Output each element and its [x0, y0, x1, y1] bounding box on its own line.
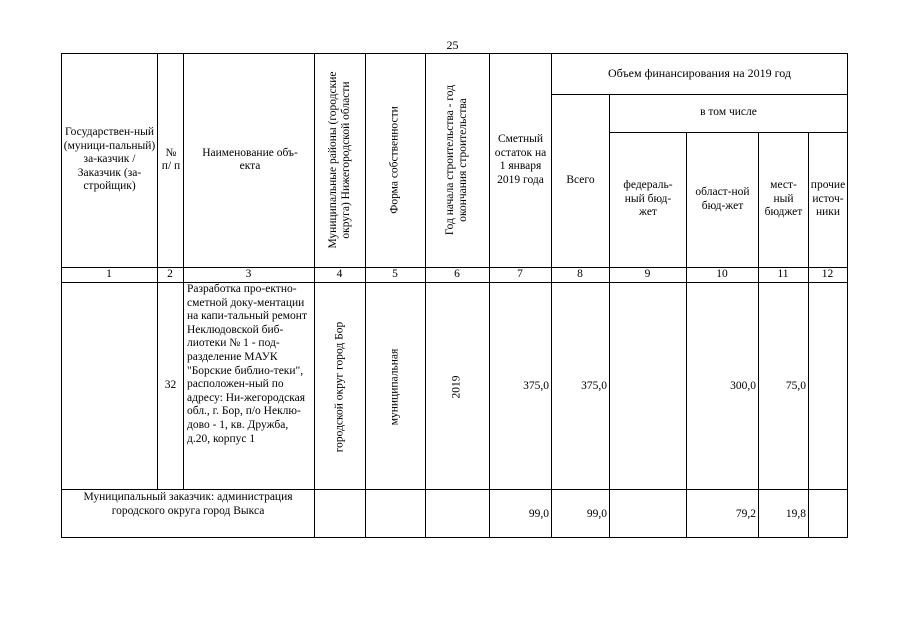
header-other: прочие источ-ники [810, 179, 846, 219]
column-number-3: 3 [245, 268, 252, 280]
summary-total: 99,0 [586, 508, 607, 520]
header-district: Муниципальные районы (городские округа) Нижегородской области [327, 71, 352, 249]
summary-local: 19,8 [785, 508, 806, 520]
column-number-1: 1 [106, 268, 112, 280]
header-local: мест-ный бюджет [764, 179, 803, 219]
header-funding-title: Объем финансирования на 2019 год [607, 65, 792, 80]
header-including: в том числе [700, 106, 757, 119]
summary-customer: Муниципальный заказчик: администрация городского округа город Выкса [83, 491, 293, 517]
column-number-6: 6 [454, 268, 460, 280]
table-border-bottom [61, 537, 848, 538]
row-local: 75,0 [785, 380, 806, 392]
summary-estimate-balance: 99,0 [528, 508, 549, 520]
column-number-11: 11 [777, 268, 789, 280]
header-regional: област-ной бюд-жет [695, 186, 750, 212]
column-number-7: 7 [517, 268, 523, 280]
column-number-5: 5 [392, 268, 398, 280]
row-district: городской округ город Бор [333, 321, 346, 453]
row-bottom-line [61, 489, 848, 490]
header-ownership: Форма собственности [388, 106, 401, 214]
header-federal: федераль-ный бюд-жет [623, 179, 673, 219]
column-number-9: 9 [644, 268, 651, 280]
column-number-2: 2 [167, 268, 173, 280]
page-number: 25 [446, 38, 459, 52]
col-divider-3 [314, 53, 315, 538]
row-object-name: Разработка про-ектно-сметной доку-ментации на капи-тальный ремонт Неклюдовской биб-лиотеки № 1 - под-разделение МАУК "Борские библио-теки", расположен-ный по адресу: Ни-жегородская обл., г. Бор, п/о Неклю-дово - 1, кв. Дружба, д.20, корпус 1 [187, 283, 307, 445]
financing-table [61, 53, 848, 538]
column-number-8: 8 [577, 268, 583, 280]
table-border-right [847, 53, 848, 538]
header-estimate-balance: Сметный остаток на 1 января 2019 года [494, 133, 547, 186]
row-ownership: муниципальная [388, 348, 401, 426]
column-number-12: 12 [821, 268, 834, 280]
row-total: 375,0 [581, 380, 607, 392]
row-number: 32 [164, 379, 177, 392]
header-total: Всего [566, 173, 595, 186]
header-customer: Государствен-ный (муници-пальный) за-казчик / Заказчик (за-стройщик) [63, 126, 156, 193]
header-years: Год начала строительства - год окончания строительства [444, 84, 469, 236]
col-divider-5 [425, 53, 426, 538]
header-number: № п/ п [161, 146, 181, 172]
summary-regional: 79,2 [735, 508, 756, 520]
table-border-left [61, 53, 62, 538]
header-object-name: Наименование объ-екта [202, 146, 298, 172]
row-year: 2019 [450, 375, 463, 399]
col-divider-4 [365, 53, 366, 538]
row-regional: 300,0 [730, 380, 756, 392]
column-number-10: 10 [716, 268, 728, 280]
row-estimate-balance: 375,0 [523, 380, 549, 392]
column-number-4: 4 [336, 268, 343, 280]
